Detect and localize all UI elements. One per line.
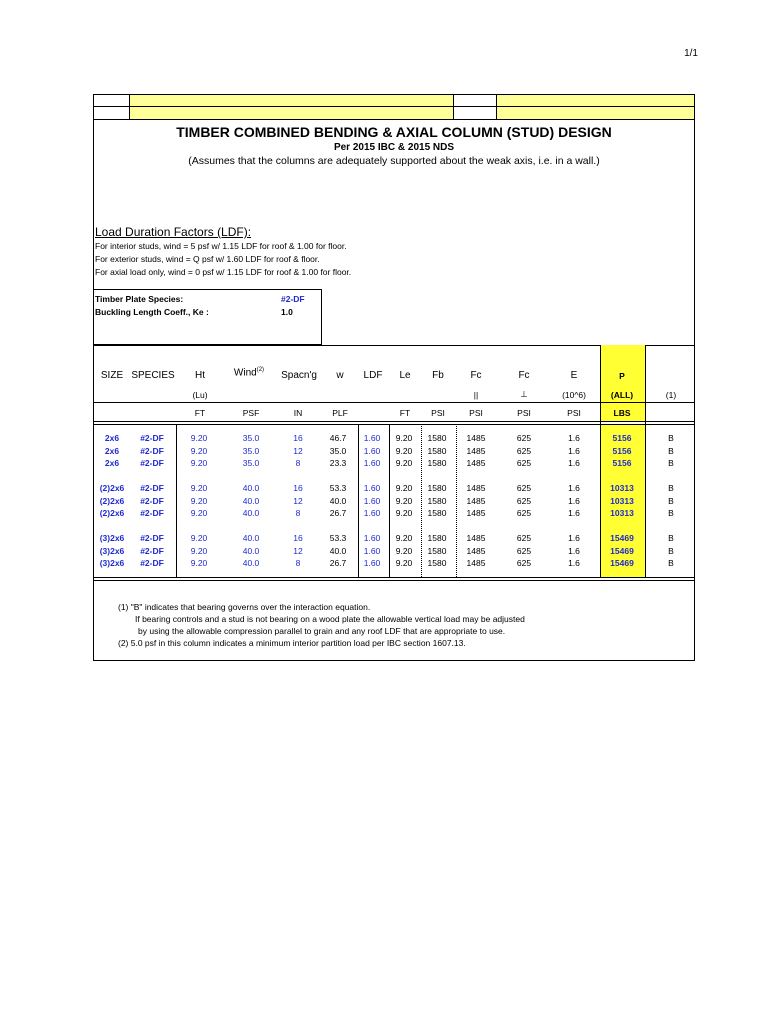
cell-wind: 40.0 — [242, 558, 260, 569]
cell-gov: B — [668, 558, 674, 569]
cell-species: #2-DF — [140, 495, 164, 506]
cell-size: (2)2x6 — [99, 508, 125, 519]
cell-ht: 9.20 — [190, 445, 208, 456]
cell-fc: 1485 — [466, 558, 486, 569]
cell-fb: 1580 — [427, 558, 447, 569]
cell-le: 9.20 — [395, 495, 413, 506]
cell-fcp: 625 — [516, 483, 532, 493]
cell-w: 40.0 — [329, 545, 347, 556]
cell-fc: 1485 — [466, 508, 486, 519]
cell-fc: 1485 — [466, 445, 486, 456]
cell-spacing: 16 — [293, 433, 303, 443]
cell-e: 1.6 — [568, 508, 580, 519]
footnote-1-cont-2: by using the allowable compression parallel to grain and any roof LDF that are appropriate to use. — [138, 626, 506, 636]
col-fc-parallel: Fc — [470, 370, 482, 381]
cell-fc: 1485 — [466, 495, 486, 506]
cell-ldf: 1.60 — [363, 483, 381, 493]
ldf-note-exterior: For exterior studs, wind = Q psf w/ 1.60 LDF for roof & floor. — [95, 254, 320, 264]
cell-ht: 9.20 — [190, 458, 208, 469]
cell-le: 9.20 — [395, 508, 413, 519]
cell-gov: B — [668, 458, 674, 469]
col-wind: Wind$^{(2)}$ — [233, 367, 265, 379]
cell-e: 1.6 — [568, 495, 580, 506]
col-ldf: LDF — [363, 370, 383, 381]
cell-size: (3)2x6 — [99, 545, 125, 556]
cell-w: 46.7 — [329, 433, 347, 443]
col-e-sub: (10^6) — [562, 390, 586, 400]
cell-spacing: 12 — [293, 495, 303, 506]
col-species: SPECIES — [131, 370, 175, 381]
col-ht: Ht — [195, 370, 205, 381]
ldf-note-axial: For axial load only, wind = 0 psf w/ 1.15 LDF for roof & 1.00 for floor. — [95, 267, 352, 277]
col-divider — [176, 424, 177, 577]
cell-ldf: 1.60 — [363, 445, 381, 456]
cell-gov: B — [668, 495, 674, 506]
cell-wind: 40.0 — [242, 483, 260, 493]
cell-fcp: 625 — [516, 545, 532, 556]
cell-species: #2-DF — [140, 445, 164, 456]
cell-spacing: 16 — [293, 533, 303, 543]
cell-ldf: 1.60 — [363, 508, 381, 519]
cell-ht: 9.20 — [190, 483, 208, 493]
cell-p: 10313 — [610, 495, 634, 506]
cell-e: 1.6 — [568, 545, 580, 556]
col-spacing-unit: IN — [293, 408, 303, 418]
species-value[interactable]: #2-DF — [281, 294, 305, 304]
body-top-rule — [93, 424, 695, 425]
cell-ht: 9.20 — [190, 558, 208, 569]
cell-fcp: 625 — [516, 533, 532, 543]
cell-wind: 35.0 — [242, 445, 260, 456]
cell-le: 9.20 — [395, 533, 413, 543]
footnote-top-rule — [93, 580, 695, 581]
ke-value[interactable]: 1.0 — [281, 307, 293, 317]
cell-spacing: 8 — [295, 558, 301, 569]
cell-gov: B — [668, 445, 674, 456]
cell-p: 5156 — [612, 445, 632, 456]
cell-fc: 1485 — [466, 483, 486, 493]
cell-species: #2-DF — [140, 458, 164, 469]
col-note: (1) — [665, 390, 677, 400]
cell-w: 53.3 — [329, 483, 347, 493]
footnote-2: (2) 5.0 psf in this column indicates a minimum interior partition load per IBC section 1607.13. — [118, 638, 466, 648]
page-number: 1/1 — [684, 48, 698, 59]
cell-species: #2-DF — [140, 558, 164, 569]
cell-species: #2-DF — [140, 545, 164, 556]
cell-gov: B — [668, 483, 674, 493]
cell-fb: 1580 — [427, 458, 447, 469]
col-size: SIZE — [100, 370, 124, 381]
cell-fb: 1580 — [427, 445, 447, 456]
cell-size: 2x6 — [104, 445, 120, 456]
cell-wind: 40.0 — [242, 495, 260, 506]
cell-fcp: 625 — [516, 445, 532, 456]
cell-p: 15469 — [610, 558, 634, 569]
cell-fc: 1485 — [466, 545, 486, 556]
code-reference: Per 2015 IBC & 2015 NDS — [333, 142, 455, 153]
cell-fb: 1580 — [427, 483, 447, 493]
cell-wind: 40.0 — [242, 533, 260, 543]
cell-le: 9.20 — [395, 458, 413, 469]
cell-ht: 9.20 — [190, 533, 208, 543]
col-fc-parallel-sub: || — [473, 390, 479, 400]
cell-le: 9.20 — [395, 483, 413, 493]
col-w: w — [336, 370, 344, 381]
col-divider — [358, 424, 359, 577]
cell-le: 9.20 — [395, 558, 413, 569]
footnote-1-cont-1: If bearing controls and a stud is not bearing on a wood plate the allowable vertical load may be adjusted — [135, 614, 525, 624]
cell-species: #2-DF — [140, 533, 164, 543]
cell-le: 9.20 — [395, 433, 413, 443]
cell-ldf: 1.60 — [363, 558, 381, 569]
cell-wind: 40.0 — [242, 545, 260, 556]
header-unit-rule — [93, 402, 695, 403]
col-ht-unit: FT — [194, 408, 206, 418]
cell-fc: 1485 — [466, 433, 486, 443]
cell-ldf: 1.60 — [363, 495, 381, 506]
header-cell-7[interactable] — [453, 106, 497, 120]
cell-gov: B — [668, 533, 674, 543]
species-label: Timber Plate Species: — [95, 294, 184, 304]
col-divider — [645, 345, 646, 577]
cell-p: 10313 — [610, 508, 634, 519]
cell-fb: 1580 — [427, 545, 447, 556]
cell-w: 23.3 — [329, 458, 347, 469]
cell-spacing: 8 — [295, 508, 301, 519]
cell-fc: 1485 — [466, 533, 486, 543]
cell-e: 1.6 — [568, 533, 580, 543]
cell-w: 26.7 — [329, 558, 347, 569]
cell-size: 2x6 — [104, 433, 120, 443]
cell-size: (2)2x6 — [99, 483, 125, 493]
cell-spacing: 12 — [293, 545, 303, 556]
cell-ldf: 1.60 — [363, 545, 381, 556]
cell-le: 9.20 — [395, 445, 413, 456]
cell-e: 1.6 — [568, 558, 580, 569]
col-fb: Fb — [432, 370, 444, 381]
col-e-unit: PSI — [567, 408, 581, 418]
cell-p: 15469 — [610, 533, 634, 543]
cell-ht: 9.20 — [190, 545, 208, 556]
col-divider-dotted — [456, 424, 457, 577]
col-spacing: Spacn'g — [281, 370, 317, 381]
cell-fb: 1580 — [427, 508, 447, 519]
cell-e: 1.6 — [568, 483, 580, 493]
col-fc-perp: Fc — [518, 370, 530, 381]
cell-species: #2-DF — [140, 483, 164, 493]
cell-spacing: 8 — [295, 458, 301, 469]
col-ht-sub: (Lu) — [192, 390, 208, 400]
header-date-field[interactable] — [496, 106, 695, 120]
cell-ht: 9.20 — [190, 508, 208, 519]
col-fb-unit: PSI — [431, 408, 445, 418]
cell-w: 26.7 — [329, 508, 347, 519]
cell-size: 2x6 — [104, 458, 120, 469]
body-bottom-rule — [93, 577, 695, 578]
ldf-note-interior: For interior studs, wind = 5 psf w/ 1.15 LDF for roof & 1.00 for floor. — [95, 241, 347, 251]
sheet-title: TIMBER COMBINED BENDING & AXIAL COLUMN (STUD) DESIGN — [176, 124, 612, 140]
cell-fcp: 625 — [516, 458, 532, 469]
col-fc-parallel-unit: PSI — [469, 408, 483, 418]
cell-spacing: 16 — [293, 483, 303, 493]
col-wind-unit: PSF — [242, 408, 260, 418]
cell-wind: 35.0 — [242, 433, 260, 443]
header-cell-5[interactable] — [93, 106, 130, 120]
cell-fb: 1580 — [427, 433, 447, 443]
cell-size: (3)2x6 — [99, 558, 125, 569]
cell-spacing: 12 — [293, 445, 303, 456]
col-p-unit: LBS — [613, 408, 631, 418]
cell-p: 15469 — [610, 545, 634, 556]
col-divider — [389, 424, 390, 577]
header-bottom-rule — [93, 421, 695, 422]
col-fc-perp-unit: PSI — [517, 408, 531, 418]
cell-p: 10313 — [610, 483, 634, 493]
cell-w: 53.3 — [329, 533, 347, 543]
cell-fcp: 625 — [516, 558, 532, 569]
col-le: Le — [399, 370, 411, 381]
cell-gov: B — [668, 545, 674, 556]
header-subject-field[interactable] — [129, 106, 454, 120]
cell-gov: B — [668, 433, 674, 443]
col-divider-dotted — [421, 424, 422, 577]
cell-ldf: 1.60 — [363, 433, 381, 443]
cell-fb: 1580 — [427, 495, 447, 506]
cell-wind: 40.0 — [242, 508, 260, 519]
cell-e: 1.6 — [568, 445, 580, 456]
cell-e: 1.6 — [568, 458, 580, 469]
col-p: P — [619, 371, 625, 381]
cell-ldf: 1.60 — [363, 533, 381, 543]
cell-fc: 1485 — [466, 458, 486, 469]
ke-label: Buckling Length Coeff., Ke : — [95, 307, 209, 317]
assumption-note: (Assumes that the columns are adequately supported about the weak axis, i.e. in a wall.) — [188, 155, 600, 167]
col-le-unit: FT — [399, 408, 411, 418]
cell-fcp: 625 — [516, 433, 532, 443]
col-fc-perp-sub: ⊥ — [520, 389, 528, 399]
col-p-sub: (ALL) — [610, 390, 634, 400]
cell-size: (3)2x6 — [99, 533, 125, 543]
cell-size: (2)2x6 — [99, 495, 125, 506]
cell-ht: 9.20 — [190, 433, 208, 443]
cell-le: 9.20 — [395, 545, 413, 556]
cell-ht: 9.20 — [190, 495, 208, 506]
cell-w: 35.0 — [329, 445, 347, 456]
footnote-1: (1) "B" indicates that bearing governs over the interaction equation. — [118, 602, 371, 612]
cell-ldf: 1.60 — [363, 458, 381, 469]
cell-fb: 1580 — [427, 533, 447, 543]
ldf-heading: Load Duration Factors (LDF): — [95, 225, 252, 239]
cell-species: #2-DF — [140, 433, 164, 443]
cell-gov: B — [668, 508, 674, 519]
cell-p: 5156 — [612, 433, 632, 443]
cell-p: 5156 — [612, 458, 632, 469]
cell-fcp: 625 — [516, 495, 532, 506]
cell-e: 1.6 — [568, 433, 580, 443]
col-w-unit: PLF — [332, 408, 348, 418]
cell-species: #2-DF — [140, 508, 164, 519]
col-e: E — [570, 370, 578, 381]
cell-wind: 35.0 — [242, 458, 260, 469]
cell-fcp: 625 — [516, 508, 532, 519]
col-divider — [600, 345, 601, 577]
cell-w: 40.0 — [329, 495, 347, 506]
